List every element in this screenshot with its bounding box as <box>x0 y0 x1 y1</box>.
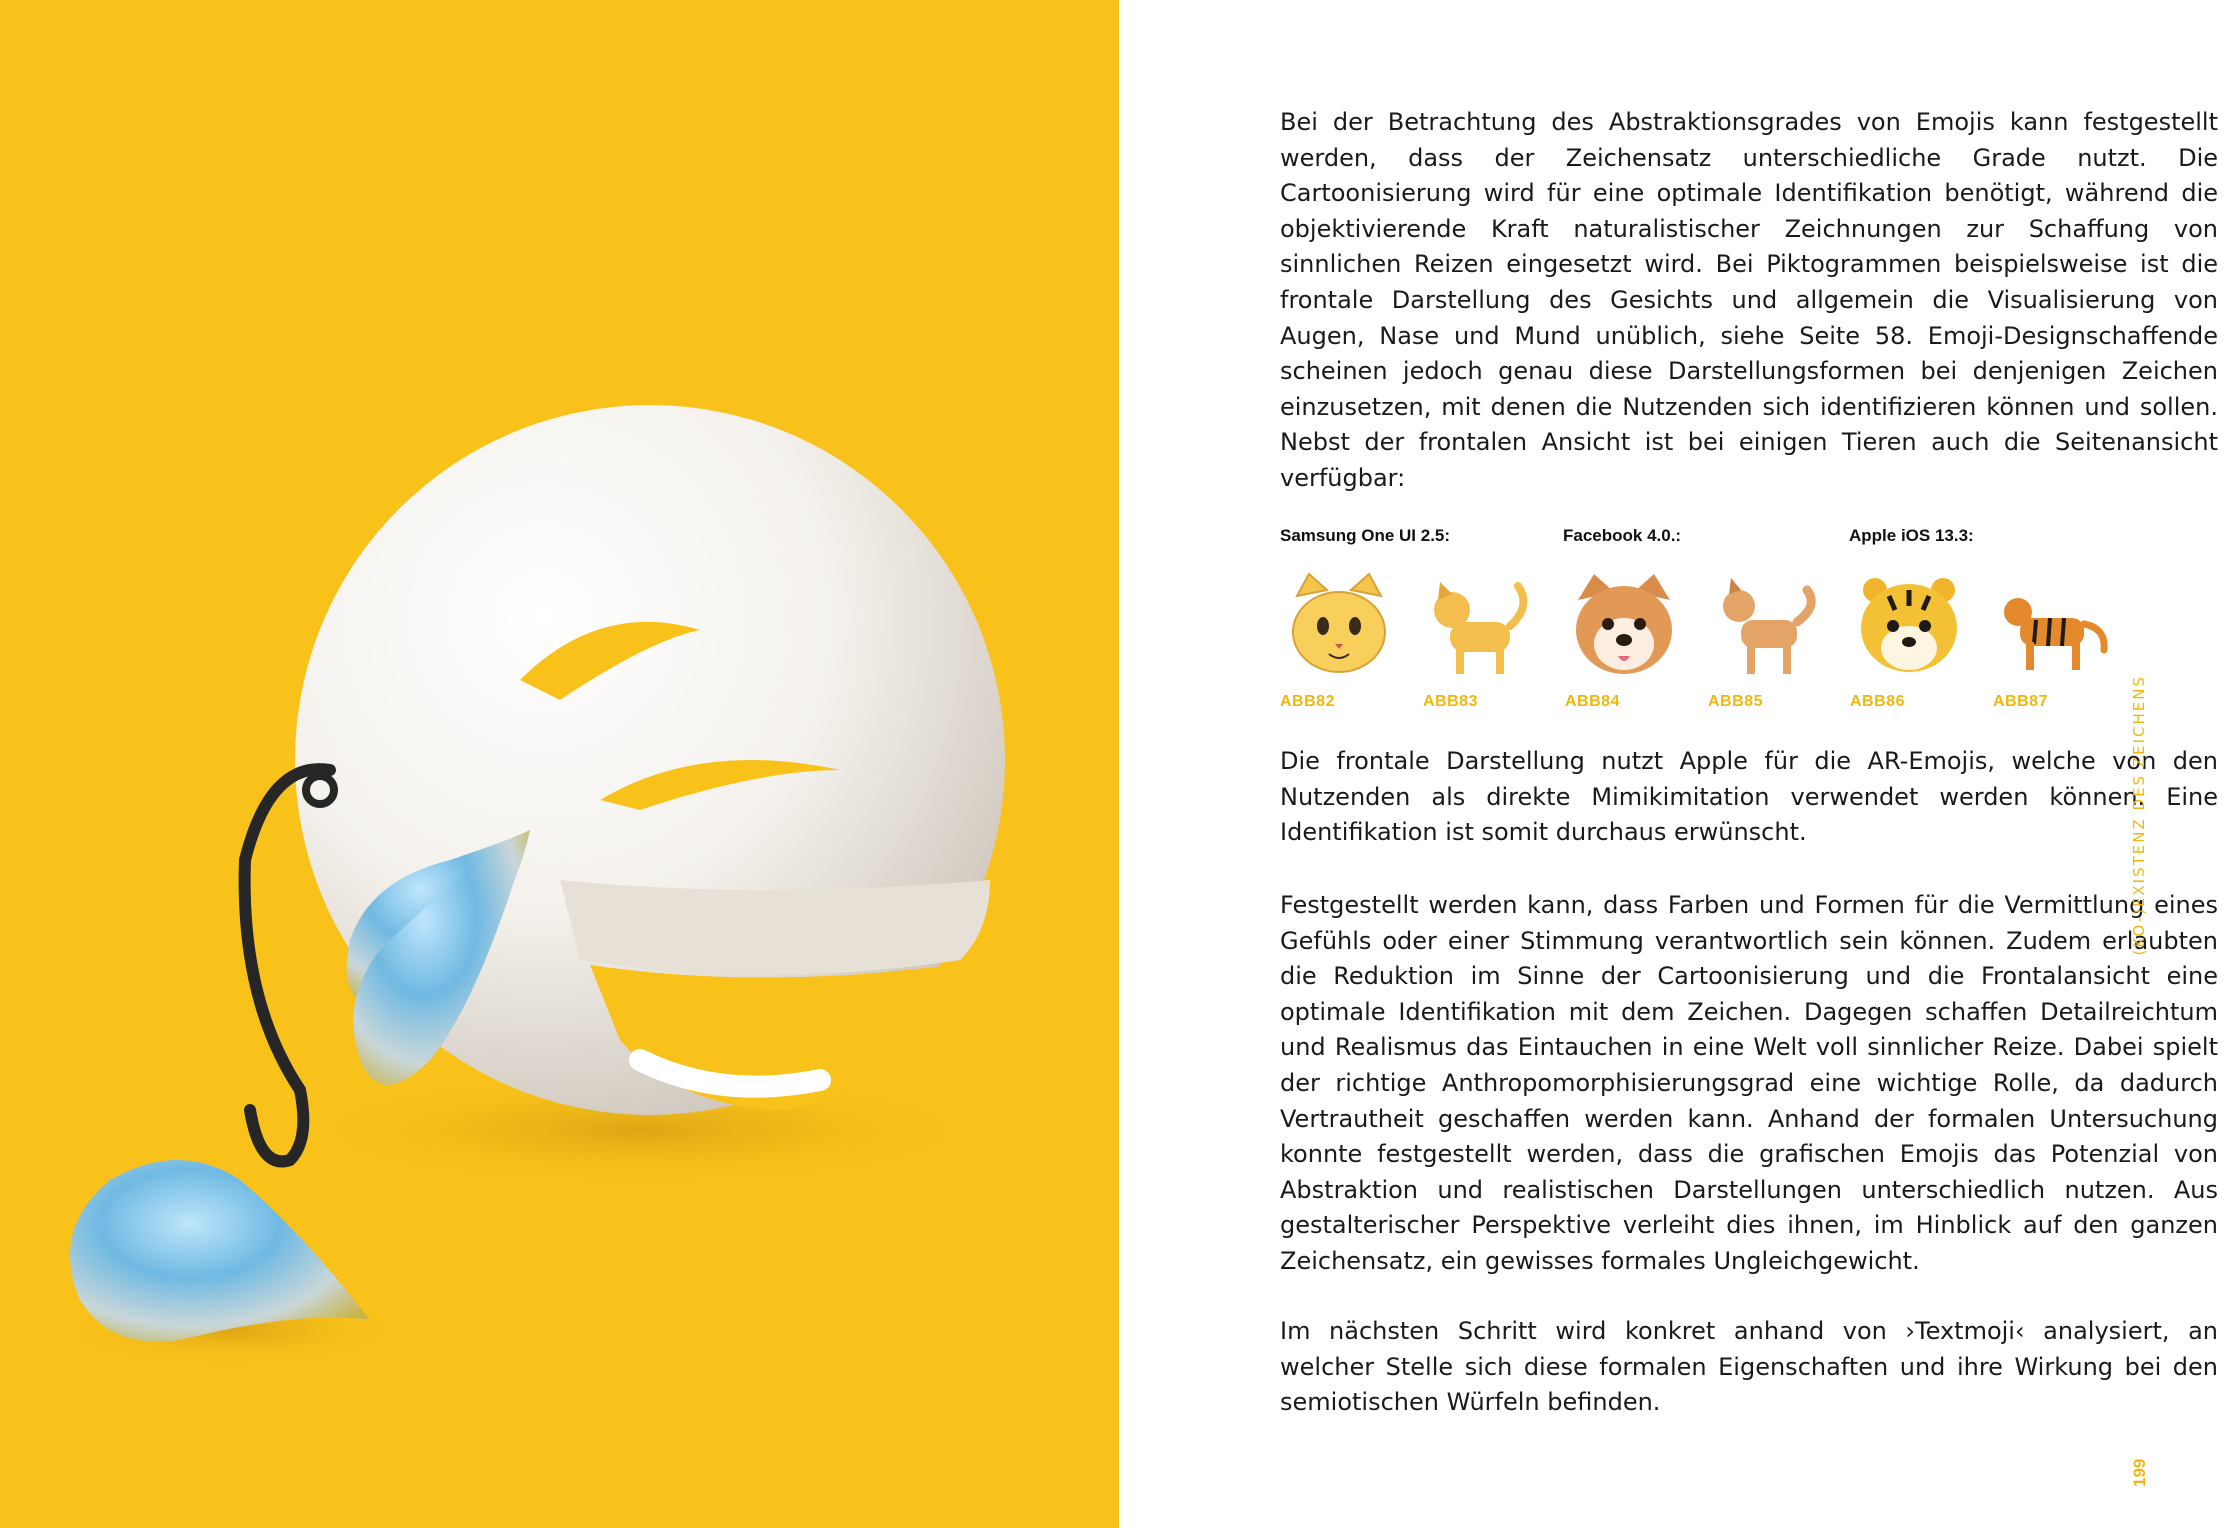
figure-label: ABB87 <box>1993 693 2048 710</box>
tiger-face-icon <box>1849 566 1969 686</box>
dog-side-icon <box>1707 566 1827 686</box>
figure-label: ABB83 <box>1423 693 1478 710</box>
figure-label: ABB82 <box>1280 693 1335 710</box>
figure-label: ABB85 <box>1708 693 1763 710</box>
cat-face-icon <box>1279 566 1399 686</box>
figure-label: ABB84 <box>1565 693 1620 710</box>
platform-label-apple: Apple iOS 13.3: <box>1849 526 1974 545</box>
body-paragraph-1: Bei der Betrachtung des Abstraktionsgrades von Emojis kann festgestellt werden, dass der Zeichensatz unterschiedliche Grade nutzt. Die Cartoonisierung wird für eine optimale Identifikation benötigt, während die objektivierende Kraft naturalistischer Zeichnungen zur Schaffung von sinnlichen Reizen eingesetzt wird. Bei Piktogrammen beispielsweise ist die frontale Darstellung des Gesichts und allgemein die Visualisierung von Augen, Nase und Mund unüblich, siehe Seite 58. Emoji-Designschaffende scheinen jedoch genau diese Darstellungsformen bei denjenigen Zeichen einzusetzen, mit denen die Nutzenden sich identifizieren können und sollen. Nebst der frontalen Ansicht ist bei einigen Tieren auch die Seitenansicht verfügbar: <box>1280 108 2218 492</box>
cat-side-icon <box>1422 566 1542 686</box>
figure-label: ABB86 <box>1850 693 1905 710</box>
fallen-tear-drop <box>70 1160 370 1342</box>
text-page <box>1119 0 2236 1528</box>
dog-face-icon <box>1564 566 1684 686</box>
page-number: 199 <box>2130 1458 2149 1487</box>
body-paragraph-2: Die frontale Darstellung nutzt Apple für die AR-Emojis, welche von den Nutzenden als direkte Mimikimitation verwendet werden können. Eine Identifikation ist somit durchaus erwünscht. <box>1280 747 2218 847</box>
platform-label-facebook: Facebook 4.0.: <box>1563 526 1682 545</box>
mouth-band <box>560 880 990 975</box>
body-paragraph-4: Im nächsten Schritt wird konkret anhand von ›Textmoji‹ analysiert, an welcher Stelle sich diese formalen Eigenschaften und ihre Wirkung bei den semiotischen Würfeln befinden. <box>1280 1317 2218 1417</box>
running-header: (KO-)EXISTENZ DES ZEICHENS <box>2130 675 2148 956</box>
platform-label-samsung: Samsung One UI 2.5: <box>1280 526 1451 545</box>
body-paragraph-3: Festgestellt werden kann, dass Farben und Formen für die Vermittlung eines Gefühls oder einer Stimmung verantwortlich sein können. Zudem erlaubten die Reduktion im Sinne der Cartoonisierung und die Frontalansicht eine optimale Identifikation mit dem Zeichen. Dagegen schaffen Detailreichtum und Realismus das Eintauchen in eine Welt voll sinnlicher Reize. Dabei spielt der richtige Anthropomorphisierungsgrad eine wichtige Rolle, da dadurch Vertrautheit geschaffen werden kann. Anhand der formalen Untersuchung konnte festgestellt werden, dass die grafischen Emojis das Potenzial von Abstraktion und realistischen Darstellungen unterschiedlich nutzen. Aus gestalterischer Perspektive verleiht dies ihnen, im Hinblick auf den ganzen Zeichensatz, ein gewisses formales Ungleichgewicht. <box>1280 891 2218 1275</box>
tiger-side-icon <box>1992 566 2112 686</box>
